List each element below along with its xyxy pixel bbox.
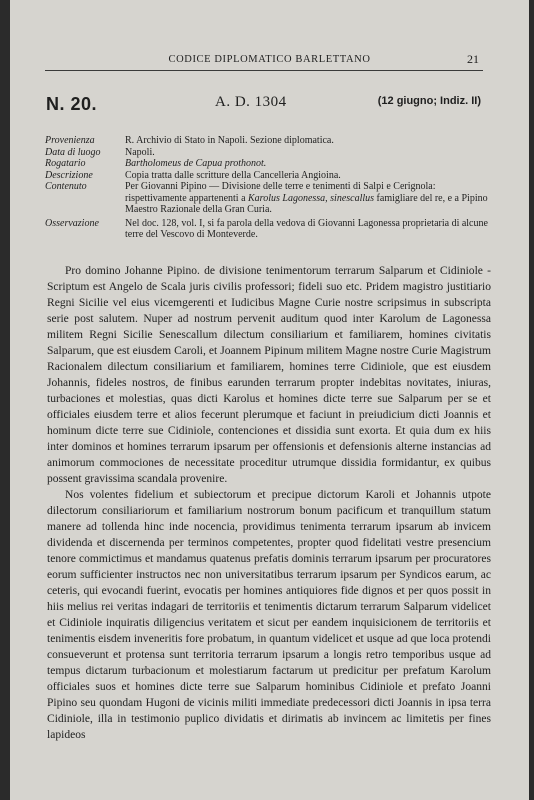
metadata-label: Osservazione — [45, 217, 99, 229]
metadata-row-data-di-luogo — [45, 147, 490, 159]
metadata-label: Rogatario — [45, 158, 86, 169]
running-title: CODICE DIPLOMATICO BARLETTANO — [168, 54, 371, 65]
metadata-block — [45, 135, 490, 241]
document-date: (12 giugno; Indiz. II) — [377, 95, 481, 107]
body-paragraph-1: Pro domino Johanne Pipino. de divisione tenimentorum terrarum Salparum et Cidiniole - Scriptum est Angelo de Scala juris civilis professori; fideli suo etc. Pridem magistro justitiario Regni Sicilie vel eius vicemgerenti et Iudicibus Magne Curie nostre scripsimus in subscripta serie post salutem. Nuper ad nostrum pervenit auditum quod inter Karolum de Lagonessa militem Regni Sicilie Senescallum dilectum consiliarium et familiarem, homines civitatis Salparum, que est eiusdem Caroli, et Joannem Pipinum militem Magne nostre Curie Magistrum Racionalem dilectum consiliarium et familiarem, homines terre Cidiniole, que est eiusdem Johannis, fideles nostros, de finibus earunden terrarum propter indebitas novitates, iniuras, turbaciones et molestias, quas dicti Karolus et homines dicte terre sue Salparum per se et officiales eiusdem terre et alios fecerunt plerumque et faciunt in preiudicium dicti Joannis et hominum dicte terre sue Cidiniole, contenciones et dissidia sunt exorta. Et quia dum ex hiis inter dominos et homines terrarum ipsarum per offensionis et defensionis alterne instancias ad animorum commociones de necessitate proceditur utrumque dissidia formidantur, ex quibus possent gravissima scandala provenire. — [47, 265, 491, 485]
metadata-row-osservazione — [45, 218, 490, 241]
header-rule — [45, 70, 483, 71]
metadata-value: Copia tratta dalle scritture della Cancelleria Angioina. — [125, 169, 341, 181]
metadata-label: Provenienza — [45, 135, 95, 146]
metadata-value — [125, 181, 490, 216]
metadata-value: R. Archivio di Stato in Napoli. Sezione diplomatica. — [125, 135, 334, 146]
metadata-row-contenuto — [45, 181, 490, 216]
metadata-row-descrizione — [45, 170, 490, 182]
metadata-label: Descrizione — [45, 169, 93, 181]
body-paragraph-2: Nos volentes fidelium et subiectorum et precipue dictorum Karoli et Johannis utpote dilectorum consiliariorum et familiarium nostrorum bonum pacificum et tranquillum statum manere ad tollenda hinc inde nocencia, providimus tenimenta terrarum ipsarum ab invicem dividenda et discernenda per terminos competentes, propter quod fidelitati vestre presencium tenore commictimus et mandamus quatenus prefatis dominis terrarum ipsarum per procuratores eorum sufficienter instructos nec non universitatibus terrarum ipsarum per Syndicos earum, ac ceteris, qui evocandi fuerint, evocatis per homines antiquiores fide dignos et per quos possit in hiis melius rei veritas indagari de territoriis et tenimentis dictarum terrarum Salparum videlicet et Cidiniole inquiratis diligencius veritatem et sicut per eandem inquisicionem de territoriis et tenimentis eisdem inveneritis fore probatum, in quantum videlicet et usque ad que loca protendi consueverunt et protensa sunt territoria terrarum ipsarum a longis retro temporibus usque ad tempus dictarum turbacionum et molestiarum factarum ut predicitur per prefatum Karolum officiales suos et homines dicte terre sue Salparum hominibus Cidiniole et prefato Joanni Pipino seu quondam Hugoni de vicinis militi immediate predecessori dicti Joannis in ipsa terra Cidiniole, illa in testimonio puplico dividatis et dirimatis ab invincem ac limitetis per fines lapideos — [47, 489, 491, 741]
metadata-row-rogatario — [45, 158, 490, 170]
document-year: A. D. 1304 — [215, 94, 287, 110]
running-head — [10, 54, 529, 68]
contenuto-text-c: famigliare del re, e a Pipino Maestro Razionale della Gran Curia. — [125, 192, 488, 215]
contenuto-text-a: Per Giovanni Pipino — Divisione delle terre e tenimenti di Salpi e Cerignola: rispettivamente appartenenti a — [125, 181, 436, 204]
metadata-label: Data di luogo — [45, 146, 101, 158]
page-number: 21 — [467, 52, 479, 66]
document-number: N. 20. — [46, 94, 98, 114]
book-page — [10, 0, 529, 800]
metadata-row-provenienza — [45, 135, 490, 147]
metadata-label: Contenuto — [45, 181, 87, 192]
metadata-value: Nel doc. 128, vol. I, si fa parola della vedova di Giovanni Lagonessa proprietaria di alcune terre del Vescovo di Monteverde. — [125, 217, 488, 240]
metadata-value: Napoli. — [125, 146, 155, 158]
document-body — [47, 263, 491, 743]
metadata-value: Bartholomeus de Capua prothonot. — [125, 158, 267, 169]
contenuto-text-italic: Karolus Lagonessa, sinescallus — [248, 192, 375, 204]
